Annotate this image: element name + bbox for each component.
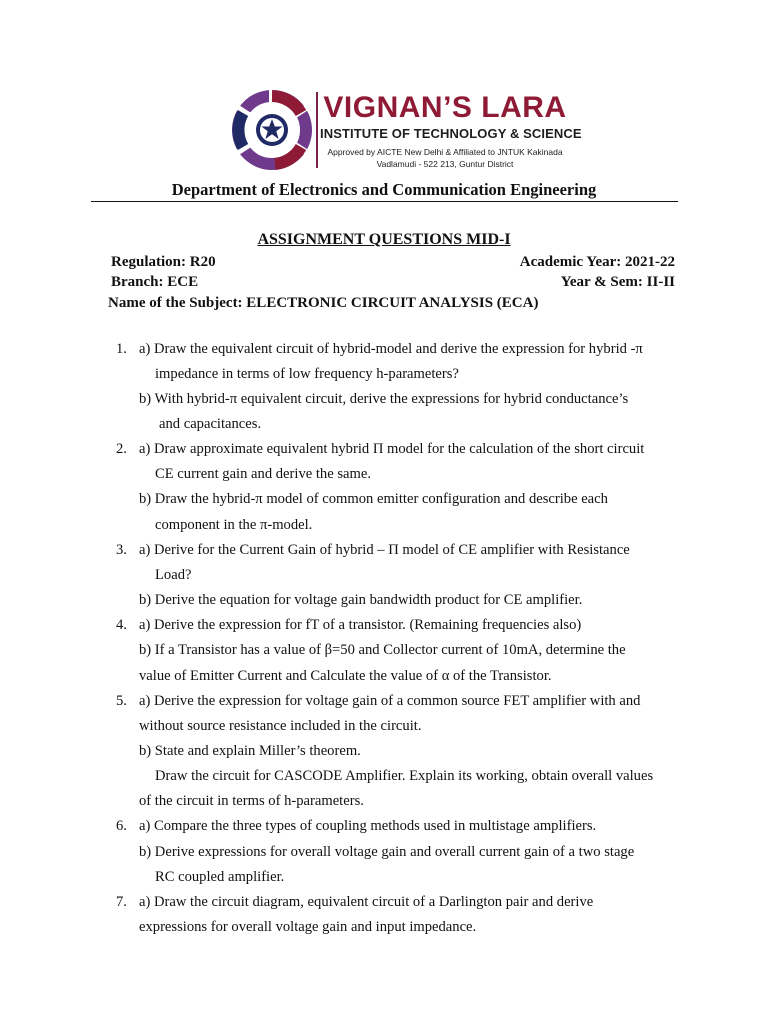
question-line: b) State and explain Miller’s theorem. xyxy=(139,743,361,759)
question-number: 1. xyxy=(116,341,127,357)
question-line: value of Emitter Current and Calculate the value of α of the Transistor. xyxy=(139,668,552,684)
question-line: of the circuit in terms of h-parameters. xyxy=(139,793,364,809)
question-line: a) Draw the equivalent circuit of hybrid-model and derive the expression for hybrid -π xyxy=(139,341,643,357)
question-line: a) Draw approximate equivalent hybrid Π model for the calculation of the short circuit xyxy=(139,441,645,457)
question-line: a) Derive the expression for fT of a transistor. (Remaining frequencies also) xyxy=(139,617,582,633)
question-line: a) Derive for the Current Gain of hybrid – Π model of CE amplifier with Resistance xyxy=(139,542,630,558)
institute-address: Vadlamudi - 522 213, Guntur District xyxy=(376,159,514,169)
question-line: a) Compare the three types of coupling methods used in multistage amplifiers. xyxy=(139,818,597,834)
question-number: 3. xyxy=(116,542,127,558)
question-line: without source resistance included in the circuit. xyxy=(139,718,422,734)
question-line: b) If a Transistor has a value of β=50 and Collector current of 10mA, determine the xyxy=(139,642,626,658)
institute-emblem-icon xyxy=(230,88,314,172)
question-number: 7. xyxy=(116,894,127,910)
question-line: CE current gain and derive the same. xyxy=(155,466,371,482)
question-line: Load? xyxy=(155,567,192,583)
question-number: 5. xyxy=(116,693,127,709)
question-line: b) Draw the hybrid-π model of common emitter configuration and describe each xyxy=(139,491,608,507)
branch-text: Branch: ECE xyxy=(111,274,199,290)
question-line: RC coupled amplifier. xyxy=(155,869,285,885)
question-line: component in the π-model. xyxy=(155,517,313,533)
department-heading: Department of Electronics and Communication Engineering xyxy=(171,180,597,199)
question-number: 2. xyxy=(116,441,127,457)
question-number: 4. xyxy=(116,617,127,633)
question-number: 6. xyxy=(116,818,127,834)
question-line: Draw the circuit for CASCODE Amplifier. Explain its working, obtain overall values xyxy=(155,768,654,784)
question-line: b) Derive the equation for voltage gain bandwidth product for CE amplifier. xyxy=(139,592,583,608)
question-line: a) Draw the circuit diagram, equivalent circuit of a Darlington pair and derive xyxy=(139,894,594,910)
institute-subtitle: INSTITUTE OF TECHNOLOGY & SCIENCE xyxy=(320,126,582,141)
institute-approval: Approved by AICTE New Delhi & Affiliated to JNTUK Kakinada xyxy=(327,147,563,157)
question-line: b) Derive expressions for overall voltage gain and overall current gain of a two stage xyxy=(139,844,635,860)
institute-name: VIGNAN’S LARA xyxy=(323,91,567,124)
question-line: and capacitances. xyxy=(159,416,262,432)
subject-name: Name of the Subject: ELECTRONIC CIRCUIT ANALYSIS (ECA) xyxy=(108,295,539,311)
question-line: expressions for overall voltage gain and input impedance. xyxy=(139,919,477,935)
institute-logo xyxy=(230,88,582,172)
logo-divider xyxy=(316,92,318,168)
assignment-title: ASSIGNMENT QUESTIONS MID-I xyxy=(257,231,511,248)
question-line: a) Derive the expression for voltage gain of a common source FET amplifier with and xyxy=(139,693,641,709)
regulation-text: Regulation: R20 xyxy=(111,254,216,270)
question-line: b) With hybrid-π equivalent circuit, derive the expressions for hybrid conductance’s xyxy=(139,391,629,407)
question-line: impedance in terms of low frequency h-parameters? xyxy=(155,366,459,382)
year-sem-text: Year & Sem: II-II xyxy=(560,274,675,290)
header-divider xyxy=(91,201,678,202)
academic-year-text: Academic Year: 2021-22 xyxy=(519,254,675,270)
